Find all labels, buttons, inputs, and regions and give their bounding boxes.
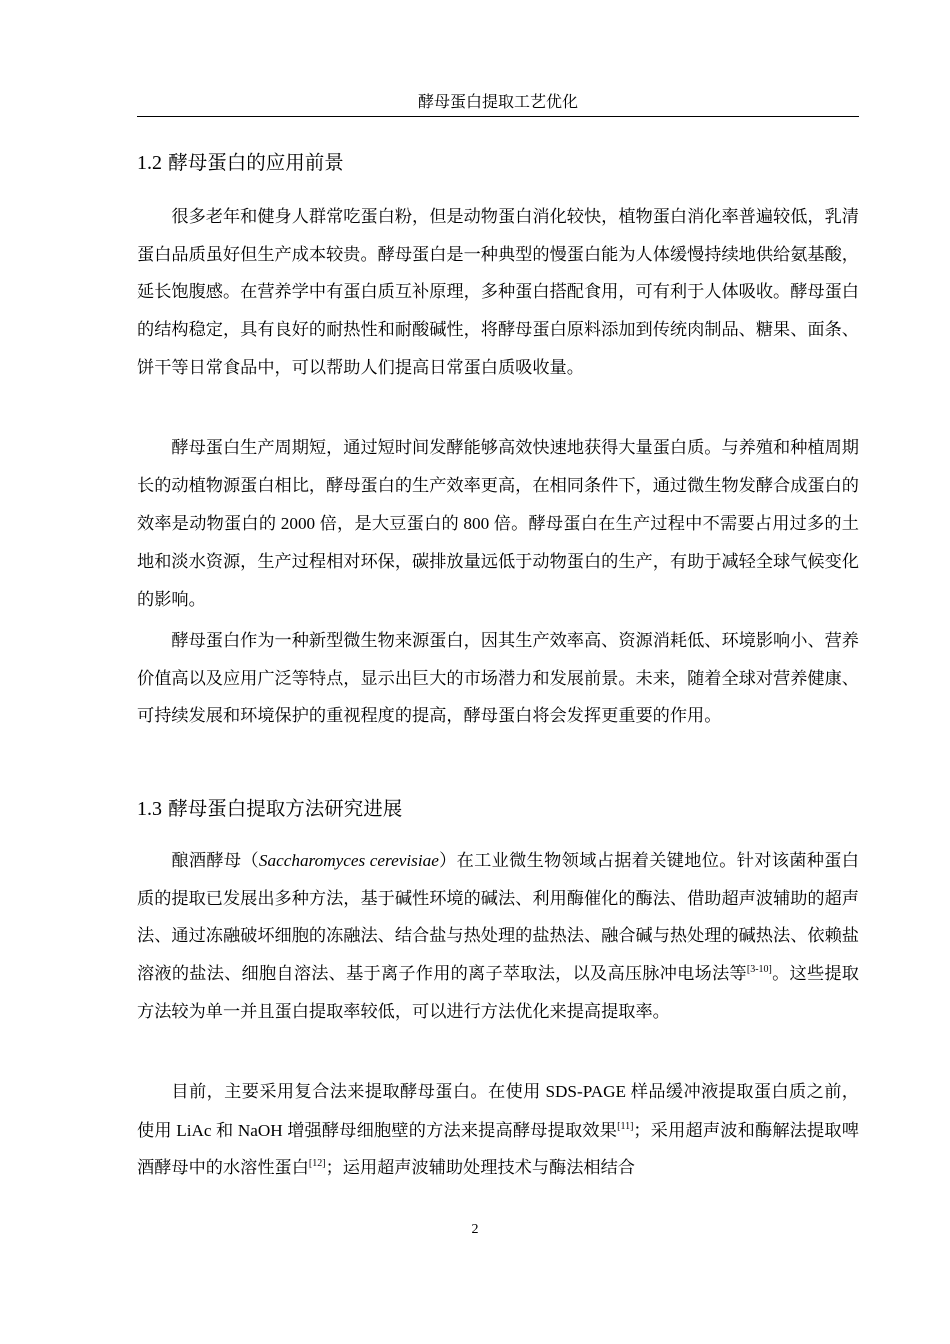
text-run: ；运用超声波辅助处理技术与酶法相结合 <box>325 1158 635 1179</box>
section-number: 1.2 <box>137 152 162 174</box>
paragraph-4 <box>137 842 859 1032</box>
section-title: 酵母蛋白提取方法研究进展 <box>168 797 403 820</box>
citation-ref: [3-10] <box>746 964 772 976</box>
term-run: NaOH <box>233 1120 288 1140</box>
citation-ref: [11] <box>617 1120 634 1132</box>
text-run: 酵母蛋白生产周期短，通过短时间发酵能够高效快速地获得大量蛋白质。与养殖和种植周期长的动植物源蛋白相比，酵母蛋白的生产效率更高，在相同条件下，通过微生物发酵合成蛋白的效率是动物蛋白的 <box>137 438 859 535</box>
text-run: 倍。酵母蛋白在生产过程中不需要占用过多的土地和淡水资源，生产过程相对环保，碳排放量远低于动物蛋白的生产，有助于减轻全球气候变化的影响。 <box>137 514 859 610</box>
header-rule <box>137 116 859 117</box>
section-number: 1.3 <box>137 798 162 820</box>
text-run: 增强酵母细胞壁的方法来提高酵母提取效果 <box>287 1120 618 1141</box>
text-run: 酿酒酵母（ <box>171 851 259 871</box>
number-run: 2000 <box>276 514 320 534</box>
text-run: ）在工业微生物领域占据着关键地位。针对该菌种蛋白质的提取已发展出多种方法，基于碱性环境的碱法、利用酶催化的酶法、借助超声波辅助的超声法、通过冻融破坏细胞的冻融法、结合盐与热处理的盐热法、融合碱与热处理的碱热法、依赖盐溶液的盐法、细胞自溶法、基于离子作用的离子萃取法，以及高压脉冲电场法等 <box>137 851 859 985</box>
text-run: 样品缓冲液提取蛋白质之前，使用 <box>137 1082 859 1141</box>
section-heading-1-3 <box>137 796 402 822</box>
section-title: 酵母蛋白的应用前景 <box>168 151 344 174</box>
paragraph-2 <box>137 430 859 620</box>
species-name: Saccharomyces cerevisiae <box>258 851 439 870</box>
text-run: 倍，是大豆蛋白的 <box>319 514 459 535</box>
paragraph-3: 酵母蛋白作为一种新型微生物来源蛋白，因其生产效率高、资源消耗低、环境影响小、营养价值高以及应用广泛等特点，显示出巨大的市场潜力和发展前景。未来，随着全球对营养健康、可持续发展和环境保护的重视程度的提高，酵母蛋白将会发挥更重要的作用。 <box>137 631 859 727</box>
number-run: 800 <box>458 514 494 534</box>
running-header: 酵母蛋白提取工艺优化 <box>417 92 578 111</box>
citation-ref: [12] <box>308 1158 326 1170</box>
term-run: SDS-PAGE <box>540 1082 631 1101</box>
text-run: 目前，主要采用复合法来提取酵母蛋白。在使用 <box>171 1082 541 1102</box>
text-run: 。这些提取方法较为单一并且蛋白提取率较低，可以进行方法优化来提高提取率。 <box>137 964 859 1022</box>
paragraph-5 <box>137 1073 859 1188</box>
term-run: LiAc <box>171 1120 216 1140</box>
text-run: ；采用超声波和酶解法提取啤酒酵母中的水溶性蛋白 <box>137 1120 859 1179</box>
page-number: 2 <box>471 1222 479 1237</box>
section-heading-1-2 <box>137 150 344 176</box>
text-run: 和 <box>216 1120 234 1141</box>
paragraph-1: 很多老年和健身人群常吃蛋白粉，但是动物蛋白消化较快，植物蛋白消化率普遍较低，乳清蛋白品质虽好但生产成本较贵。酵母蛋白是一种典型的慢蛋白能为人体缓慢持续地供给氨基酸，延长饱腹感。在营养学中有蛋白质互补原理，多种蛋白搭配食用，可有利于人体吸收。酵母蛋白的结构稳定，具有良好的耐热性和耐酸碱性，将酵母蛋白原料添加到传统肉制品、糖果、面条、饼干等日常食品中，可以帮助人们提高日常蛋白质吸收量。 <box>137 207 859 378</box>
